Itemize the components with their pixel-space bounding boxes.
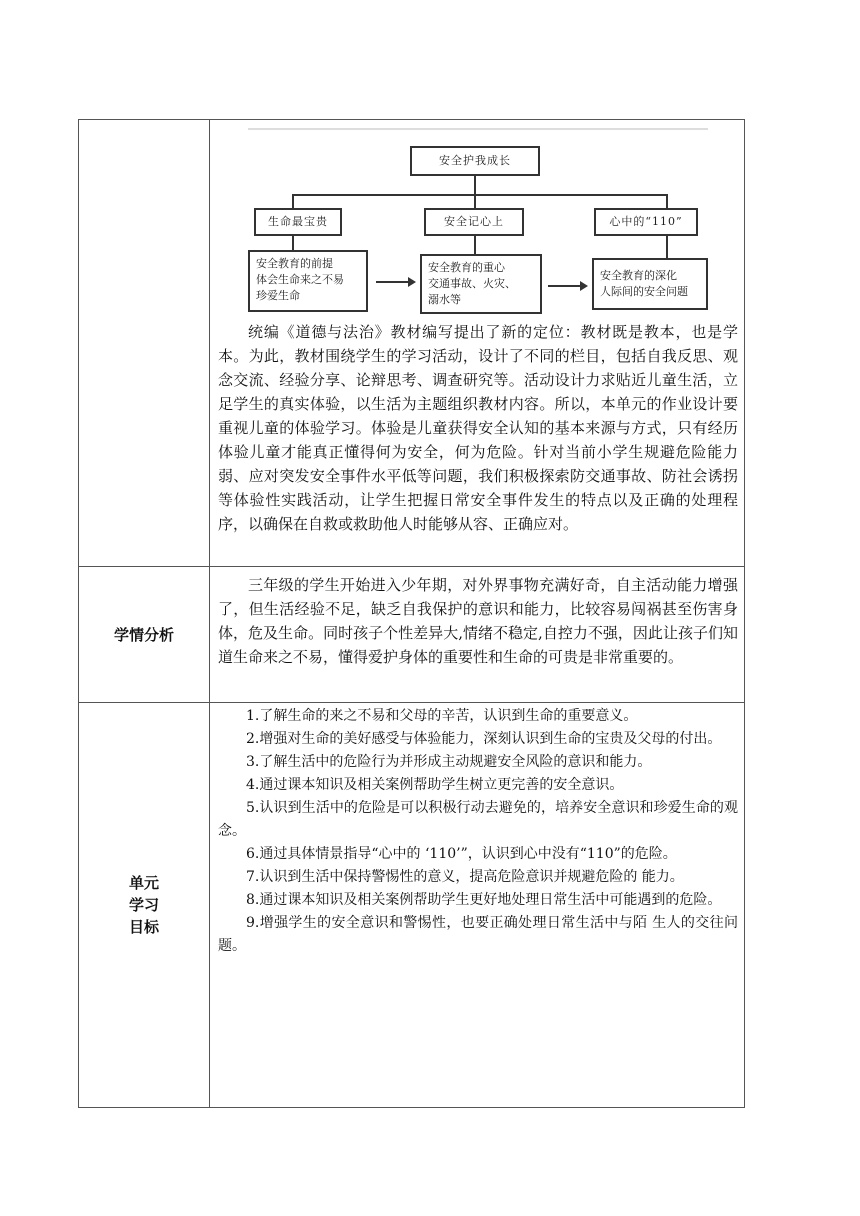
unit-goals-label-line-1: 单元 — [128, 874, 159, 892]
student-analysis-row — [79, 567, 744, 703]
unit-plan-table — [78, 119, 745, 1108]
unit-goals-label-line-2: 学习 — [128, 896, 159, 914]
student-analysis-content-cell — [210, 567, 744, 702]
diagram-branch-right — [666, 194, 668, 208]
goal-item: 8.通过课本知识及相关案例帮助学生更好地处理日常生活中可能遇到的危险。 — [246, 892, 722, 908]
diagram-top-rule — [248, 128, 708, 130]
goal-item: 3.了解生活中的危险行为并形成主动规避安全风险的意识和能力。 — [246, 754, 652, 770]
diagram-node-2-line-1: 安全教育的重心 — [428, 261, 505, 274]
goal-item: 6.通过具体情景指导“心中的 ‘110’”，认识到心中没有“110”的危险。 — [246, 846, 677, 862]
intro-label-cell — [79, 120, 210, 566]
unit-goals-label-line-3: 目标 — [128, 918, 159, 936]
diagram-node-2-desc — [420, 254, 542, 314]
goal-item: 1.了解生命的来之不易和父母的辛苦，认识到生命的重要意义。 — [246, 708, 638, 724]
goal-item: 2.增强对生命的美好感受与体验能力，深刻认识到生命的宝贵及父母的付出。 — [246, 731, 722, 747]
unit-goals-list — [218, 705, 738, 958]
unit-goals-row — [79, 703, 744, 1107]
diagram-stem-2 — [474, 236, 476, 254]
diagram-stem-1 — [292, 236, 294, 250]
diagram-node-1-line-2: 体会生命来之不易 — [256, 273, 344, 286]
unit-goals-label — [129, 872, 159, 938]
diagram-stem-3 — [666, 236, 668, 258]
diagram-arrow-2-head — [580, 281, 588, 291]
unit-structure-diagram — [248, 128, 708, 318]
unit-goals-content-cell — [210, 703, 744, 1107]
student-analysis-text: 三年级的学生开始进入少年期，对外界事物充满好奇，自主活动能力增强了，但生活经验不足，缺乏自我保护的意识和能力，比较容易闯祸甚至伤害身体，危及生命。同时孩子个性差异大,情绪不稳定,自控力不强，因此让孩子们知道生命来之不易，懂得爱护身体的重要性和生命的可贵是非常重要的。 — [218, 576, 738, 666]
diagram-node-2-line-2: 交通事故、火灾、 — [428, 277, 516, 290]
diagram-node-1-line-1: 安全教育的前提 — [256, 257, 333, 270]
diagram-branch-left — [292, 194, 294, 208]
diagram-node-3-line-2: 人际间的安全问题 — [600, 285, 688, 298]
diagram-node-1-title: 生命最宝贵 — [254, 208, 342, 236]
student-analysis-label-cell — [79, 567, 210, 702]
diagram-arrow-1-shaft — [376, 281, 410, 283]
diagram-node-3-line-1: 安全教育的深化 — [600, 269, 677, 282]
goal-item: 7.认识到生活中保持警惕性的意义，提高危险意识并规避危险的 能力。 — [246, 869, 684, 885]
diagram-branch-bar — [292, 194, 668, 196]
diagram-node-3-title: 心中的“110” — [594, 208, 698, 236]
intro-content-cell — [210, 120, 744, 566]
diagram-root-box: 安全护我成长 — [410, 146, 540, 176]
diagram-arrow-2-shaft — [548, 285, 582, 287]
unit-goals-label-cell — [79, 703, 210, 1107]
diagram-branch-mid — [474, 194, 476, 208]
diagram-node-1-desc — [248, 250, 368, 312]
diagram-node-3-desc — [592, 258, 708, 310]
goal-item: 9.增强学生的安全意识和警惕性，也要正确处理日常生活中与陌 生人的交往问题。 — [218, 915, 738, 954]
diagram-node-2-title: 安全记心上 — [424, 208, 524, 236]
diagram-node-2-line-3: 溺水等 — [428, 293, 461, 306]
goal-item: 4.通过课本知识及相关案例帮助学生树立更完善的安全意识。 — [246, 777, 624, 793]
student-analysis-label: 学情分析 — [113, 625, 174, 644]
diagram-arrow-1-head — [408, 277, 416, 287]
intro-paragraph: 统编《道德与法治》教材编写提出了新的定位：教材既是教本，也是学本。为此，教材围绕学生的学习活动，设计了不同的栏目，包括自我反思、观念交流、经验分享、论辩思考、调查研究等。活动设计力求贴近儿童生活，立足学生的真实体验，以生活为主题组织教材内容。所以，本单元的作业设计要重视儿童的体验学习。体验是儿童获得安全认知的基本来源与方式，只有经历体验儿童才能真正懂得何为安全，何为危险。针对当前小学生规避危险能力弱、应对突发安全事件水平低等问题，我们积极探索防交通事故、防社会诱拐等体验性实践活动，让学生把握日常安全事件发生的特点以及正确的处理程序，以确保在自救或救助他人时能够从容、正确应对。 — [218, 323, 738, 533]
goal-item: 5.认识到生活中的危险是可以积极行动去避免的，培养安全意识和珍爱生命的观念。 — [218, 800, 738, 839]
diagram-root-stem — [474, 176, 476, 194]
diagram-node-1-line-3: 珍爱生命 — [256, 289, 300, 302]
intro-row — [79, 120, 744, 567]
